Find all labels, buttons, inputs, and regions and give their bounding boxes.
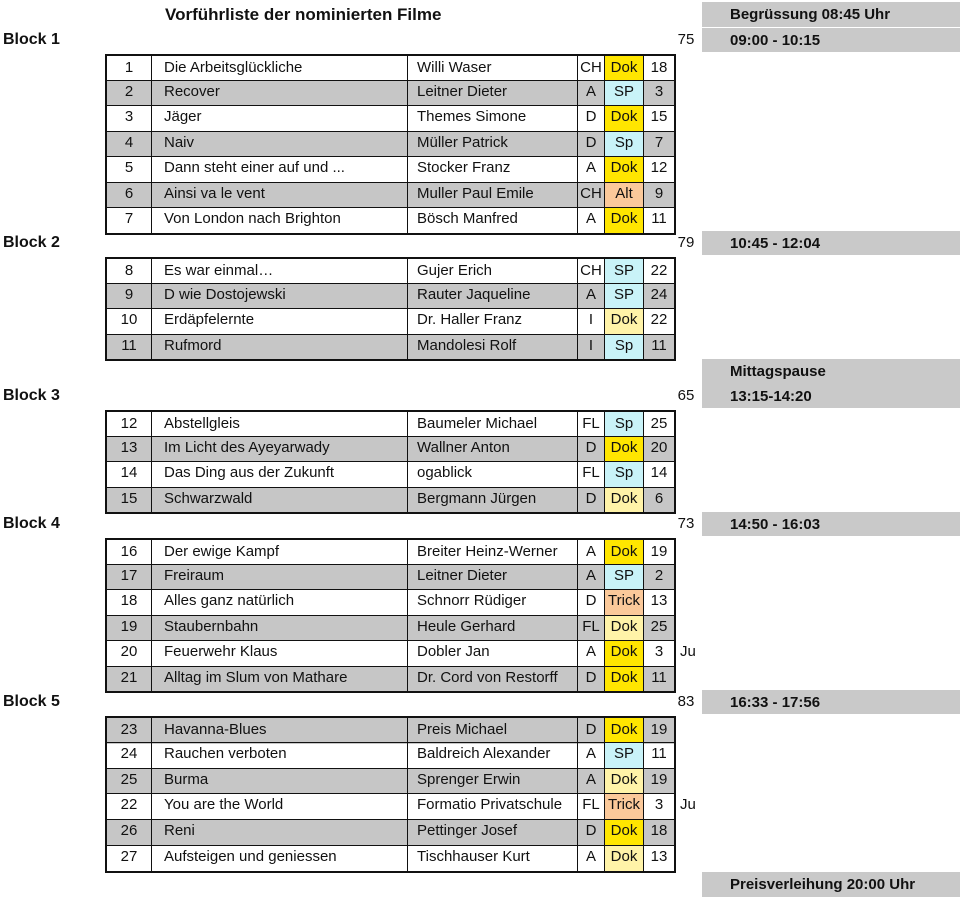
- film-country: A: [578, 768, 605, 794]
- film-director: Dobler Jan: [408, 640, 578, 666]
- film-number: 16: [105, 540, 152, 566]
- film-title: Rufmord: [152, 334, 408, 360]
- film-director: Leitner Dieter: [408, 564, 578, 590]
- block-total-minutes: 79: [677, 234, 695, 251]
- film-genre: Dok: [605, 436, 644, 462]
- row-divider: [105, 156, 676, 157]
- film-minutes: 20: [644, 436, 676, 462]
- film-number: 17: [105, 564, 152, 590]
- film-row: [105, 182, 676, 208]
- film-title: Freiraum: [152, 564, 408, 590]
- film-title: Recover: [152, 80, 408, 106]
- film-title: Alltag im Slum von Mathare: [152, 666, 408, 692]
- row-divider: [105, 182, 676, 183]
- film-row: [105, 308, 676, 334]
- film-genre: Dok: [605, 105, 644, 131]
- film-genre: SP: [605, 742, 644, 768]
- film-minutes: 25: [644, 412, 676, 438]
- film-country: D: [578, 589, 605, 615]
- film-genre: Dok: [605, 487, 644, 513]
- film-row: [105, 589, 676, 615]
- row-divider: [105, 105, 676, 106]
- row-divider: [105, 80, 676, 81]
- film-row: [105, 742, 676, 768]
- block-time-slot: 16:33 - 17:56: [702, 690, 960, 714]
- film-number: 4: [105, 131, 152, 157]
- film-country: CH: [578, 259, 605, 285]
- film-country: A: [578, 156, 605, 182]
- film-minutes: 12: [644, 156, 676, 182]
- film-director: Bösch Manfred: [408, 207, 578, 233]
- film-minutes: 6: [644, 487, 676, 513]
- row-divider: [105, 436, 676, 437]
- block-total-minutes: 65: [677, 387, 695, 404]
- film-director: Heule Gerhard: [408, 615, 578, 641]
- film-minutes: 22: [644, 259, 676, 285]
- block-label: Block 4: [3, 515, 60, 532]
- film-director: Preis Michael: [408, 718, 578, 744]
- film-number: 26: [105, 819, 152, 845]
- block-time-slot: 10:45 - 12:04: [702, 231, 960, 255]
- row-divider: [105, 640, 676, 641]
- film-title: Reni: [152, 819, 408, 845]
- film-director: Baumeler Michael: [408, 412, 578, 438]
- film-row: [105, 716, 676, 744]
- film-country: FL: [578, 793, 605, 819]
- film-genre: Dok: [605, 819, 644, 845]
- block-total-minutes: 73: [677, 515, 695, 532]
- film-row: [105, 54, 676, 82]
- row-divider: [105, 615, 676, 616]
- film-number: 6: [105, 182, 152, 208]
- film-minutes: 25: [644, 615, 676, 641]
- awards-banner: Preisverleihung 20:00 Uhr: [702, 872, 960, 897]
- film-director: Formatio Privatschule: [408, 793, 578, 819]
- film-director: Dr. Cord von Restorff: [408, 666, 578, 692]
- film-title: You are the World: [152, 793, 408, 819]
- film-country: I: [578, 308, 605, 334]
- film-genre: SP: [605, 80, 644, 106]
- row-divider: [105, 564, 676, 565]
- film-title: Jäger: [152, 105, 408, 131]
- film-number: 13: [105, 436, 152, 462]
- film-genre: Dok: [605, 845, 644, 871]
- block-label: Block 5: [3, 693, 60, 710]
- film-country: D: [578, 131, 605, 157]
- film-row: [105, 257, 676, 285]
- film-number: 19: [105, 615, 152, 641]
- film-director: Schnorr Rüdiger: [408, 589, 578, 615]
- film-minutes: 11: [644, 334, 676, 360]
- film-number: 5: [105, 156, 152, 182]
- film-number: 27: [105, 845, 152, 871]
- film-number: 2: [105, 80, 152, 106]
- film-row: [105, 819, 676, 845]
- film-country: D: [578, 666, 605, 692]
- block-label: Block 1: [3, 31, 60, 48]
- film-director: Baldreich Alexander: [408, 742, 578, 768]
- row-divider: [105, 819, 676, 820]
- film-title: Rauchen verboten: [152, 742, 408, 768]
- film-country: A: [578, 540, 605, 566]
- film-genre: Sp: [605, 461, 644, 487]
- film-number: 23: [105, 718, 152, 744]
- lunch-break-banner: Mittagspause: [702, 359, 960, 384]
- film-note: Ju: [680, 796, 696, 814]
- film-genre: Alt: [605, 182, 644, 208]
- row-divider: [105, 793, 676, 794]
- film-genre: Dok: [605, 666, 644, 692]
- block-label: Block 3: [3, 387, 60, 404]
- film-genre: SP: [605, 283, 644, 309]
- film-number: 9: [105, 283, 152, 309]
- film-country: A: [578, 742, 605, 768]
- film-director: Müller Patrick: [408, 131, 578, 157]
- film-title: Schwarzwald: [152, 487, 408, 513]
- film-row: [105, 461, 676, 487]
- film-country: FL: [578, 412, 605, 438]
- film-title: Erdäpfelernte: [152, 308, 408, 334]
- film-title: Alles ganz natürlich: [152, 589, 408, 615]
- film-director: Sprenger Erwin: [408, 768, 578, 794]
- row-divider: [105, 768, 676, 769]
- block-total-minutes: 83: [677, 693, 695, 710]
- film-title: Naiv: [152, 131, 408, 157]
- film-genre: Dok: [605, 540, 644, 566]
- film-genre: Dok: [605, 640, 644, 666]
- row-divider: [105, 131, 676, 132]
- film-director: Leitner Dieter: [408, 80, 578, 106]
- row-divider: [105, 487, 676, 488]
- film-director: ogablick: [408, 461, 578, 487]
- row-divider: [105, 308, 676, 309]
- film-row: [105, 131, 676, 157]
- film-country: A: [578, 845, 605, 871]
- film-row: [105, 436, 676, 462]
- film-number: 8: [105, 259, 152, 285]
- film-minutes: 11: [644, 666, 676, 692]
- page-title: Vorführliste der nominierten Filme: [165, 5, 442, 24]
- welcome-banner: Begrüssung 08:45 Uhr: [702, 2, 960, 27]
- block-time-slot: 09:00 - 10:15: [702, 28, 960, 52]
- film-minutes: 3: [644, 793, 676, 819]
- film-minutes: 15: [644, 105, 676, 131]
- film-number: 25: [105, 768, 152, 794]
- film-minutes: 13: [644, 589, 676, 615]
- film-country: A: [578, 80, 605, 106]
- film-minutes: 19: [644, 718, 676, 744]
- film-country: D: [578, 819, 605, 845]
- film-genre: Dok: [605, 308, 644, 334]
- film-minutes: 13: [644, 845, 676, 871]
- film-number: 7: [105, 207, 152, 233]
- film-minutes: 11: [644, 207, 676, 233]
- film-number: 11: [105, 334, 152, 360]
- film-title: Burma: [152, 768, 408, 794]
- film-director: Wallner Anton: [408, 436, 578, 462]
- film-row: [105, 80, 676, 106]
- film-genre: Sp: [605, 334, 644, 360]
- film-number: 22: [105, 793, 152, 819]
- film-country: I: [578, 334, 605, 360]
- film-title: Ainsi va le vent: [152, 182, 408, 208]
- film-minutes: 18: [644, 56, 676, 82]
- film-country: D: [578, 436, 605, 462]
- film-minutes: 3: [644, 640, 676, 666]
- film-country: FL: [578, 461, 605, 487]
- row-divider: [105, 207, 676, 208]
- film-number: 10: [105, 308, 152, 334]
- film-number: 12: [105, 412, 152, 438]
- film-title: Feuerwehr Klaus: [152, 640, 408, 666]
- film-genre: SP: [605, 564, 644, 590]
- film-minutes: 11: [644, 742, 676, 768]
- film-title: Das Ding aus der Zukunft: [152, 461, 408, 487]
- film-country: D: [578, 105, 605, 131]
- film-director: Themes Simone: [408, 105, 578, 131]
- row-divider: [105, 742, 676, 743]
- film-row: [105, 283, 676, 309]
- row-divider: [105, 589, 676, 590]
- film-minutes: 19: [644, 768, 676, 794]
- film-row: [105, 615, 676, 641]
- film-number: 3: [105, 105, 152, 131]
- film-country: A: [578, 564, 605, 590]
- block-time-slot: 14:50 - 16:03: [702, 512, 960, 536]
- film-director: Rauter Jaqueline: [408, 283, 578, 309]
- film-number: 14: [105, 461, 152, 487]
- film-minutes: 2: [644, 564, 676, 590]
- film-number: 15: [105, 487, 152, 513]
- film-minutes: 18: [644, 819, 676, 845]
- film-genre: Sp: [605, 412, 644, 438]
- film-director: Willi Waser: [408, 56, 578, 82]
- film-genre: Sp: [605, 131, 644, 157]
- row-divider: [105, 334, 676, 335]
- film-title: Staubernbahn: [152, 615, 408, 641]
- film-row: [105, 640, 676, 666]
- film-genre: SP: [605, 259, 644, 285]
- film-row: [105, 105, 676, 131]
- film-title: Aufsteigen und geniessen: [152, 845, 408, 871]
- film-number: 20: [105, 640, 152, 666]
- film-director: Stocker Franz: [408, 156, 578, 182]
- film-country: FL: [578, 615, 605, 641]
- film-row: [105, 410, 676, 438]
- film-country: CH: [578, 56, 605, 82]
- film-country: D: [578, 487, 605, 513]
- film-country: A: [578, 640, 605, 666]
- film-row: [105, 845, 676, 871]
- film-row: [105, 666, 676, 692]
- film-genre: Dok: [605, 56, 644, 82]
- film-country: D: [578, 718, 605, 744]
- film-country: A: [578, 283, 605, 309]
- film-number: 21: [105, 666, 152, 692]
- film-row: [105, 768, 676, 794]
- film-minutes: 24: [644, 283, 676, 309]
- row-divider: [105, 666, 676, 667]
- film-title: Havanna-Blues: [152, 718, 408, 744]
- film-minutes: 3: [644, 80, 676, 106]
- film-row: [105, 156, 676, 182]
- film-director: Muller Paul Emile: [408, 182, 578, 208]
- film-note: Ju: [680, 643, 696, 660]
- film-director: Bergmann Jürgen: [408, 487, 578, 513]
- film-title: Im Licht des Ayeyarwady: [152, 436, 408, 462]
- film-director: Dr. Haller Franz: [408, 308, 578, 334]
- film-minutes: 14: [644, 461, 676, 487]
- film-minutes: 19: [644, 540, 676, 566]
- film-row: [105, 793, 676, 819]
- row-divider: [105, 461, 676, 462]
- block-label: Block 2: [3, 234, 60, 251]
- film-director: Pettinger Josef: [408, 819, 578, 845]
- film-row: [105, 564, 676, 590]
- film-number: 18: [105, 589, 152, 615]
- film-director: Mandolesi Rolf: [408, 334, 578, 360]
- film-row: [105, 207, 676, 233]
- film-genre: Dok: [605, 768, 644, 794]
- row-divider: [105, 845, 676, 846]
- block-total-minutes: 75: [677, 31, 695, 48]
- row-divider: [105, 283, 676, 284]
- film-title: Es war einmal…: [152, 259, 408, 285]
- film-title: Von London nach Brighton: [152, 207, 408, 233]
- film-director: Tischhauser Kurt: [408, 845, 578, 871]
- film-genre: Trick: [605, 589, 644, 615]
- block-time-slot: 13:15-14:20: [702, 384, 960, 408]
- film-title: Die Arbeitsglückliche: [152, 56, 408, 82]
- film-row: [105, 334, 676, 360]
- film-minutes: 7: [644, 131, 676, 157]
- film-genre: Dok: [605, 718, 644, 744]
- film-country: A: [578, 207, 605, 233]
- film-director: Gujer Erich: [408, 259, 578, 285]
- film-minutes: 9: [644, 182, 676, 208]
- film-number: 24: [105, 742, 152, 768]
- film-number: 1: [105, 56, 152, 82]
- film-title: D wie Dostojewski: [152, 283, 408, 309]
- film-row: [105, 538, 676, 566]
- film-title: Dann steht einer auf und ...: [152, 156, 408, 182]
- film-director: Breiter Heinz-Werner: [408, 540, 578, 566]
- film-title: Abstellgleis: [152, 412, 408, 438]
- film-genre: Trick: [605, 793, 644, 819]
- film-genre: Dok: [605, 156, 644, 182]
- film-country: CH: [578, 182, 605, 208]
- film-genre: Dok: [605, 615, 644, 641]
- film-row: [105, 487, 676, 513]
- film-title: Der ewige Kampf: [152, 540, 408, 566]
- film-minutes: 22: [644, 308, 676, 334]
- film-genre: Dok: [605, 207, 644, 233]
